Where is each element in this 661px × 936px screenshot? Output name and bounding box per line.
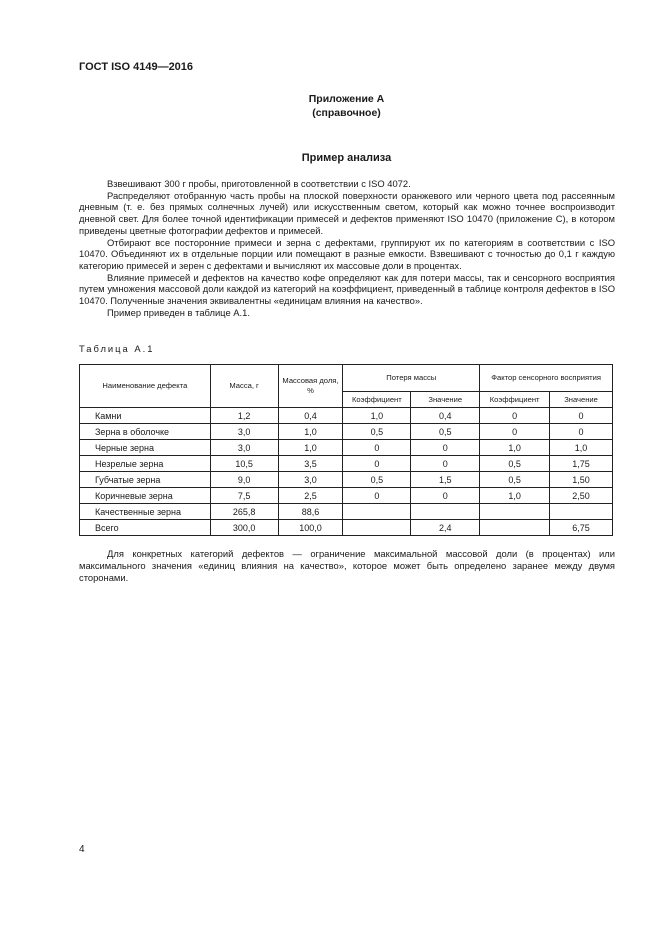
cell-mass: 300,0 — [210, 520, 278, 536]
note-text — [79, 548, 615, 584]
table-row — [80, 488, 613, 504]
cell-fraction: 3,0 — [278, 472, 343, 488]
cell-loss-coef: 0 — [343, 456, 411, 472]
header-name: Наименование дефекта — [80, 365, 211, 408]
cell-sens-coef: 1,0 — [480, 488, 550, 504]
cell-loss-coef: 0 — [343, 440, 411, 456]
paragraph: Распределяют отобранную часть пробы на плоской поверхности оранжевого или черного цвета под рассеянным дневным (т. е. без прямых солнечных лучей) или искусственным светом, который как можно точнее воспроизводит дневной свет. Для более точной идентификации примесей и дефектов применяют ISO 10470 (приложение С), в котором приведены цветные фотографии дефектов и примесей. — [79, 189, 615, 236]
header-loss-value: Значение — [411, 392, 480, 408]
cell-fraction: 1,0 — [278, 424, 343, 440]
paragraph: Взвешивают 300 г пробы, приготовленной в соответствии с ISO 4072. — [107, 178, 411, 189]
defects-table — [79, 364, 613, 536]
table-row-total — [80, 520, 613, 536]
cell-mass: 265,8 — [210, 504, 278, 520]
header-loss-coefficient: Коэффициент — [343, 392, 411, 408]
annex-subtitle: (справочное) — [312, 107, 381, 119]
cell-loss-value: 0 — [411, 456, 480, 472]
cell-loss-value: 0,4 — [411, 408, 480, 424]
header-fraction: Массовая доля, % — [278, 365, 343, 408]
cell-sens-coef: 0 — [480, 424, 550, 440]
cell-sens-coef: 0 — [480, 408, 550, 424]
paragraph: Влияние примесей и дефектов на качество кофе определяют как для потери массы, так и сенсорного восприятия путем умножения массовой доли каждой из категорий на коэффициент, приведенный в таблице контроля дефектов в ISO 10470. Полученные значения эквивалентны «единицам влияния на качество». — [79, 271, 615, 307]
body-text — [79, 178, 615, 318]
cell-loss-coef: 0,5 — [343, 424, 411, 440]
cell-sens-value: 1,0 — [550, 440, 613, 456]
cell-fraction: 2,5 — [278, 488, 343, 504]
cell-fraction: 100,0 — [278, 520, 343, 536]
header-mass: Масса, г — [210, 365, 278, 408]
header-sensory-coefficient: Коэффициент — [480, 392, 550, 408]
paragraph: Отбирают все посторонние примеси и зерна с дефектами, группируют их по категориям в соответствии с ISO 10470. Объединяют их в отдельные порции или помещают в разные емкости. Взвешивают с точностью до 0,1 г каждую категорию примесей и зерен с дефектами и вычисляют их массовые доли в процентах. — [79, 236, 615, 271]
table-row — [80, 472, 613, 488]
cell-sens-value: 6,75 — [550, 520, 613, 536]
cell-loss-coef: 0,5 — [343, 472, 411, 488]
cell-sens-value: 2,50 — [550, 488, 613, 504]
cell-name: Коричневые зерна — [80, 488, 211, 504]
table-caption: Таблица А.1 — [79, 343, 155, 354]
table-row — [80, 504, 613, 520]
cell-fraction: 0,4 — [278, 408, 343, 424]
cell-name: Губчатые зерна — [80, 472, 211, 488]
table-row — [80, 456, 613, 472]
cell-sens-coef: 1,0 — [480, 440, 550, 456]
cell-loss-value: 0,5 — [411, 424, 480, 440]
cell-sens-coef — [480, 520, 550, 536]
cell-name: Незрелые зерна — [80, 456, 211, 472]
cell-sens-coef: 0,5 — [480, 456, 550, 472]
section-heading: Пример анализа — [301, 152, 392, 164]
cell-loss-value — [411, 504, 480, 520]
cell-name: Зерна в оболочке — [80, 424, 211, 440]
cell-sens-value: 1,75 — [550, 456, 613, 472]
cell-mass: 1,2 — [210, 408, 278, 424]
table-row — [80, 408, 613, 424]
cell-sens-coef — [480, 504, 550, 520]
cell-loss-value: 0 — [411, 440, 480, 456]
table-row — [80, 424, 613, 440]
cell-sens-value: 0 — [550, 424, 613, 440]
cell-loss-coef — [343, 504, 411, 520]
cell-name: Всего — [80, 520, 211, 536]
page-number: 4 — [79, 844, 85, 855]
cell-fraction: 88,6 — [278, 504, 343, 520]
cell-mass: 3,0 — [210, 440, 278, 456]
paragraph: Для конкретных категорий дефектов — ограничение максимальной массовой доли (в процентах) или максимального значения «единиц влияния на качество», которое может быть определено заранее между двумя сторонами. — [79, 548, 615, 583]
cell-loss-value: 0 — [411, 488, 480, 504]
table-row — [80, 440, 613, 456]
cell-mass: 3,0 — [210, 424, 278, 440]
annex-title: Приложение А — [308, 93, 385, 105]
cell-loss-value: 1,5 — [411, 472, 480, 488]
header-sensory-value: Значение — [550, 392, 613, 408]
cell-name: Камни — [80, 408, 211, 424]
cell-mass: 7,5 — [210, 488, 278, 504]
cell-loss-coef — [343, 520, 411, 536]
standard-designation: ГОСТ ISO 4149—2016 — [79, 61, 194, 73]
cell-loss-coef: 1,0 — [343, 408, 411, 424]
annex-title-block — [0, 92, 661, 120]
cell-sens-coef: 0,5 — [480, 472, 550, 488]
cell-mass: 9,0 — [210, 472, 278, 488]
cell-loss-coef: 0 — [343, 488, 411, 504]
header-sensory-factor: Фактор сенсорного восприятия — [480, 365, 613, 392]
cell-name: Качественные зерна — [80, 504, 211, 520]
cell-sens-value: 1,50 — [550, 472, 613, 488]
cell-name: Черные зерна — [80, 440, 211, 456]
cell-mass: 10,5 — [210, 456, 278, 472]
cell-loss-value: 2,4 — [411, 520, 480, 536]
cell-fraction: 1,0 — [278, 440, 343, 456]
cell-sens-value: 0 — [550, 408, 613, 424]
header-mass-loss: Потеря массы — [343, 365, 480, 392]
cell-sens-value — [550, 504, 613, 520]
cell-fraction: 3,5 — [278, 456, 343, 472]
paragraph: Пример приведен в таблице А.1. — [107, 306, 250, 318]
